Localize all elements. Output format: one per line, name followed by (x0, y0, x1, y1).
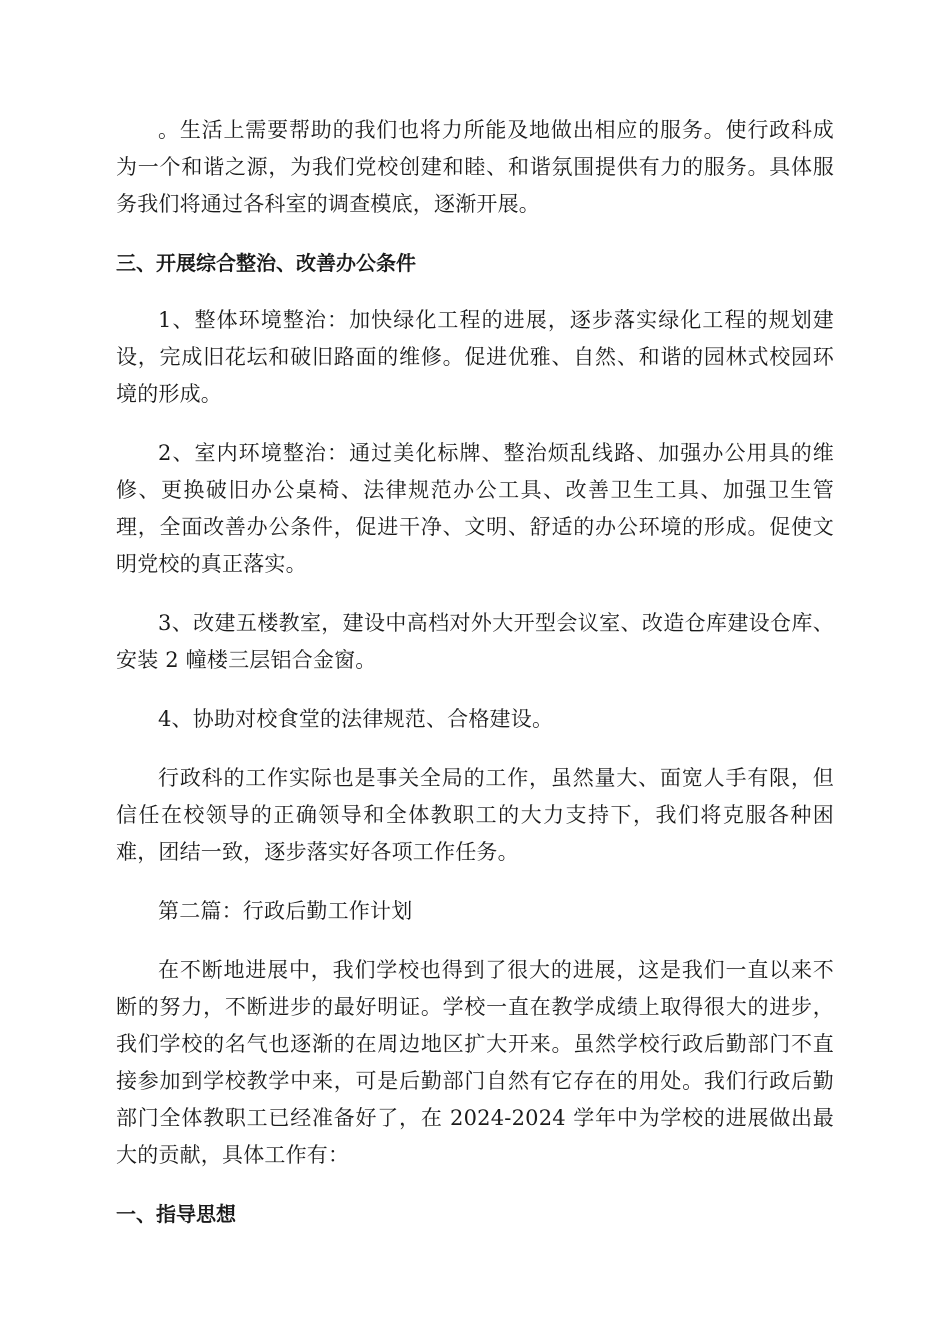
paragraph-intro: 在不断地进展中，我们学校也得到了很大的进展，这是我们一直以来不断的努力，不断进步的最好明证。学校一直在教学成绩上取得很大的进步，我们学校的名气也逐渐的在周边地区扩大开来。虽然学校行政后勤部门不直接参加到学校教学中来，可是后勤部门自然有它存在的用处。我们行政后勤部门全体教职工已经准备好了，在 2024-2024 学年中为学校的进展做出最大的贡献，具体工作有： (116, 958, 834, 1167)
chapter-title-2: 第二篇：行政后勤工作计划 (158, 899, 413, 923)
paragraph-item-4: 4、协助对校食堂的法律规范、合格建设。 (158, 707, 554, 731)
section-heading-3: 三、开展综合整治、改善办公条件 (116, 251, 416, 275)
section-heading-1: 一、指导思想 (116, 1202, 236, 1226)
document-page (116, 112, 834, 1253)
paragraph-item-1: 1、整体环境整治：加快绿化工程的进展，逐步落实绿化工程的规划建设，完成旧花坛和破旧路面的维修。促进优雅、自然、和谐的园林式校园环境的形成。 (116, 308, 834, 406)
paragraph-item-3: 3、改建五楼教室，建设中高档对外大开型会议室、改造仓库建设仓库、安装 2 幢楼三层铝合金窗。 (116, 611, 834, 672)
paragraph-item-2: 2、室内环境整治：通过美化标牌、整治烦乱线路、加强办公用具的维修、更换破旧办公桌椅、法律规范办公工具、改善卫生工具、加强卫生管理，全面改善办公条件，促进干净、文明、舒适的办公环境的形成。促使文明党校的真正落实。 (116, 441, 834, 576)
paragraph-summary: 行政科的工作实际也是事关全局的工作，虽然量大、面宽人手有限，但信任在校领导的正确领导和全体教职工的大力支持下，我们将克服各种困难，团结一致，逐步落实好各项工作任务。 (116, 766, 834, 864)
paragraph-service: 。生活上需要帮助的我们也将力所能及地做出相应的服务。使行政科成为一个和谐之源，为我们党校创建和睦、和谐氛围提供有力的服务。具体服务我们将通过各科室的调查模底，逐渐开展。 (116, 118, 834, 216)
